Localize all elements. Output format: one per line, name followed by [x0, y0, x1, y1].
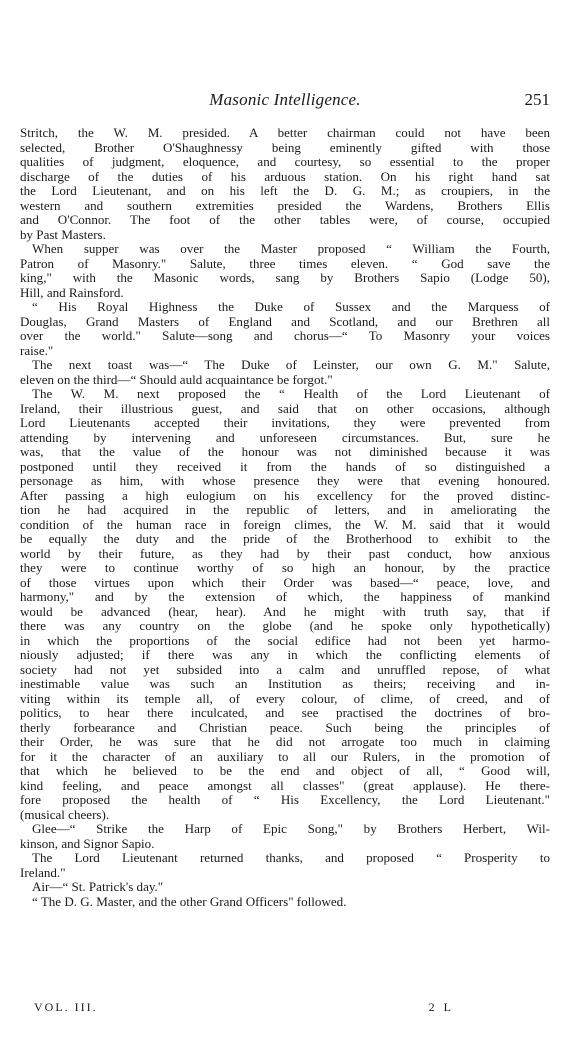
text-line: king," with the Masonic words, sang by Brothers Sapio (Lodge 50), — [20, 271, 550, 285]
text-line: tion he had acquired in the republic of letters, and in ameliorating the — [20, 503, 550, 517]
text-line: Lord Lieutenants accepted their invitations, they were prevented from — [20, 416, 550, 430]
text-line: raise." — [20, 343, 54, 358]
text-line: harmony," and by the extension of which, the happiness of mankind — [20, 590, 550, 604]
text-line: The W. M. next proposed the “ Health of the Lord Lieutenant of — [32, 387, 550, 401]
volume-mark: VOL. III. — [34, 1000, 98, 1014]
body-text — [20, 126, 550, 909]
text-line: eleven on the third—“ Should auld acquaintance be forgot." — [20, 372, 333, 387]
text-line: condition of the human race in foreign climes, the W. M. said that it would — [20, 517, 550, 532]
text-line: kinson, and Signor Sapio. — [20, 836, 155, 851]
text-line: Glee—“ Strike the Harp of Epic Song," by Brothers Herbert, Wil- — [32, 822, 550, 836]
text-line: Stritch, the W. M. presided. A better chairman could not have been — [20, 126, 550, 140]
text-line: personage as him, with whose presence they were that evening honoured. — [20, 474, 550, 488]
text-line: After passing a high eulogium on his excellency for the proved distinc- — [20, 488, 550, 503]
text-line: they were to continue worthy of so high an honour, by the practice — [20, 561, 550, 575]
text-line: be equally the duty and the pride of the Brotherhood to exhibit to the — [20, 532, 550, 546]
text-line: and O'Connor. The foot of the other tables were, of course, occupied — [20, 213, 550, 227]
signature-mark: 2 L — [428, 1000, 454, 1014]
text-line: viting within its temple all, of every colour, of clime, of creed, and of — [20, 691, 550, 706]
text-line: discharge of the duties of his arduous station. On his right hand sat — [20, 169, 550, 184]
text-line: society had not yet subsided into a calm and unruffled repose, of what — [20, 662, 550, 677]
text-line: would be advanced (hear, hear). And he might with truth say, that if — [20, 604, 550, 619]
text-line: world by their future, as they had by their past conduct, how anxious — [20, 546, 550, 561]
text-line: fore proposed the health of “ His Excellency, the Lord Lieutenant." — [20, 793, 550, 807]
text-line: Ireland, their illustrious guest, and said that on other occasions, although — [20, 401, 550, 416]
text-line: Ireland." — [20, 865, 66, 880]
text-line: inestimable value was such an Institution as theirs; receiving and in- — [20, 677, 550, 691]
text-line: therly forbearance and Christian peace. Such being the principles of — [20, 720, 550, 735]
text-line: “ His Royal Highness the Duke of Sussex and the Marquess of — [32, 300, 550, 314]
text-line: attending by intervening and unforeseen circumstances. But, sure he — [20, 430, 550, 445]
text-line: The Lord Lieutenant returned thanks, and proposed “ Prosperity to — [32, 851, 550, 865]
text-line: Patron of Masonry." Salute, three times eleven. “ God save the — [20, 256, 550, 271]
text-line: niously adjusted; if there was any in which the conflicting elements of — [20, 648, 550, 662]
text-line: the Lord Lieutenant, and on his left the D. G. M.; as croupiers, in the — [20, 184, 550, 198]
text-line: Hill, and Rainsford. — [20, 285, 124, 300]
text-line: there was any country on the globe (and he spoke only hypothetically) — [20, 619, 550, 633]
text-line: selected, Brother O'Shaughnessy being eminently gifted with those — [20, 140, 550, 155]
text-line: their Order, he was sure that he did not arrogate too much in claiming — [20, 735, 550, 749]
text-line: politics, to hear there inculcated, and see practised the doctrines of bro- — [20, 706, 550, 720]
text-line: qualities of judgment, eloquence, and courtesy, so essential to the proper — [20, 155, 550, 169]
text-line: of those virtues upon which their Order was based—“ peace, love, and — [20, 575, 550, 590]
text-line: Douglas, Grand Masters of England and Scotland, and our Brethren all — [20, 314, 550, 329]
text-line: western and southern extremities presided the Wardens, Brothers Ellis — [20, 198, 550, 213]
running-head: Masonic Intelligence. — [209, 90, 361, 109]
text-line: When supper was over the Master proposed “ William the Fourth, — [32, 242, 550, 256]
text-line: “ The D. G. Master, and the other Grand Officers" followed. — [32, 894, 347, 909]
page-footer — [34, 1000, 454, 1016]
text-line: for it the character of an auxiliary to all our Rulers, in the promotion of — [20, 749, 550, 764]
text-line: in which the proportions of the social edifice had not been yet harmo- — [20, 633, 550, 648]
text-line: over the world." Salute—song and chorus—“ To Masonry your voices — [20, 329, 550, 343]
text-line: postponed until they received it from the hands of so distinguished a — [20, 459, 550, 474]
text-line: The next toast was—“ The Duke of Leinster, our own G. M." Salute, — [32, 358, 550, 372]
page-number: 251 — [524, 90, 550, 109]
text-line: kind feeling, and peace amongst all classes" (great applause). He there- — [20, 778, 550, 793]
text-line: (musical cheers). — [20, 807, 110, 822]
text-line: by Past Masters. — [20, 227, 106, 242]
page-header — [20, 90, 550, 114]
text-line: that which he believed to be the end and object of all, “ Good will, — [20, 764, 550, 778]
text-line: Air—“ St. Patrick's day." — [32, 880, 164, 894]
text-line: was, that the value of the honour was not diminished because it was — [20, 445, 550, 459]
